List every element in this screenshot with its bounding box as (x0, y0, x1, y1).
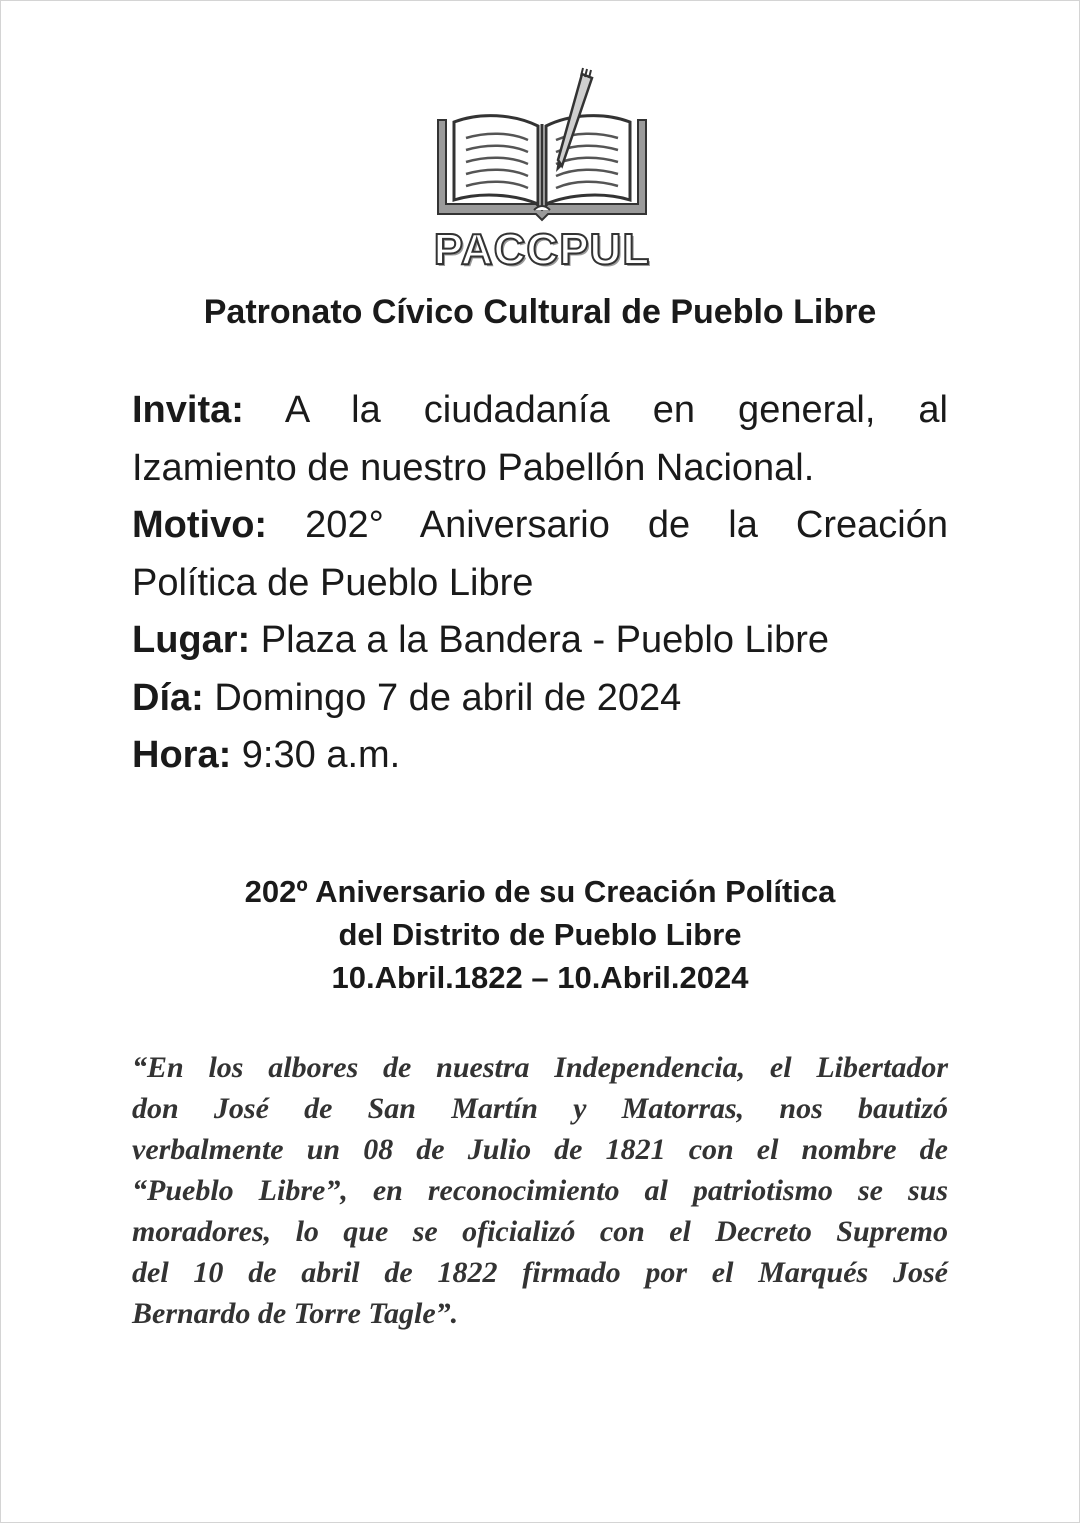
motivo-line-1 (132, 497, 948, 555)
lugar-label: Lugar: (132, 619, 251, 661)
invita-line-1 (132, 382, 948, 440)
anniversary-line-1: 202º Aniversario de su Creación Política (244, 874, 836, 909)
lugar-text: Plaza a la Bandera - Pueblo Libre (260, 619, 830, 661)
invita-label: Invita: (132, 389, 244, 431)
dia-label: Día: (132, 676, 204, 719)
dia-text: Domingo 7 de abril de 2024 (214, 676, 682, 719)
quote-line: verbalmente un 08 de Julio de 1821 con el nombre de (132, 1133, 948, 1166)
hora-line (132, 727, 948, 785)
motivo-label: Motivo: (132, 504, 268, 546)
anniversary-line-2: del Distrito de Pueblo Libre (338, 917, 742, 952)
invita-line-2 (132, 440, 948, 498)
motivo-text-1: 202° Aniversario de la Creación (305, 504, 948, 546)
logo-acronym: PACCPUL (433, 225, 651, 274)
open-book-with-pen-icon (430, 64, 654, 224)
hora-text: 9:30 a.m. (241, 734, 401, 776)
hora-label: Hora: (132, 734, 232, 776)
dia-line (132, 670, 948, 728)
quote-line: don José de San Martín y Matorras, nos bautizó (132, 1092, 948, 1125)
motivo-line-2 (132, 555, 948, 613)
quote-line: Bernardo de Torre Tagle”. (132, 1297, 459, 1330)
historical-quote (132, 1047, 948, 1334)
motivo-text-2: Política de Pueblo Libre (132, 561, 534, 604)
organization-name: Patronato Cívico Cultural de Pueblo Libre (203, 293, 877, 331)
anniversary-heading (0, 870, 1080, 999)
lugar-line (132, 612, 948, 670)
quote-line: moradores, lo que se oficializó con el Decreto Supremo (132, 1215, 948, 1248)
quote-line: del 10 de abril de 1822 firmado por el Marqués José (132, 1256, 948, 1289)
invita-text-2: Izamiento de nuestro Pabellón Nacional. (132, 446, 815, 489)
invitation-details (132, 382, 948, 785)
quote-line: “En los albores de nuestra Independencia, el Libertador (132, 1051, 948, 1084)
quote-line: “Pueblo Libre”, en reconocimiento al patriotismo se sus (132, 1174, 948, 1207)
paccpul-logo (430, 64, 654, 286)
invita-text-1: A la ciudadanía en general, al (284, 389, 948, 431)
anniversary-dates: 10.Abril.1822 – 10.Abril.2024 (331, 960, 749, 995)
